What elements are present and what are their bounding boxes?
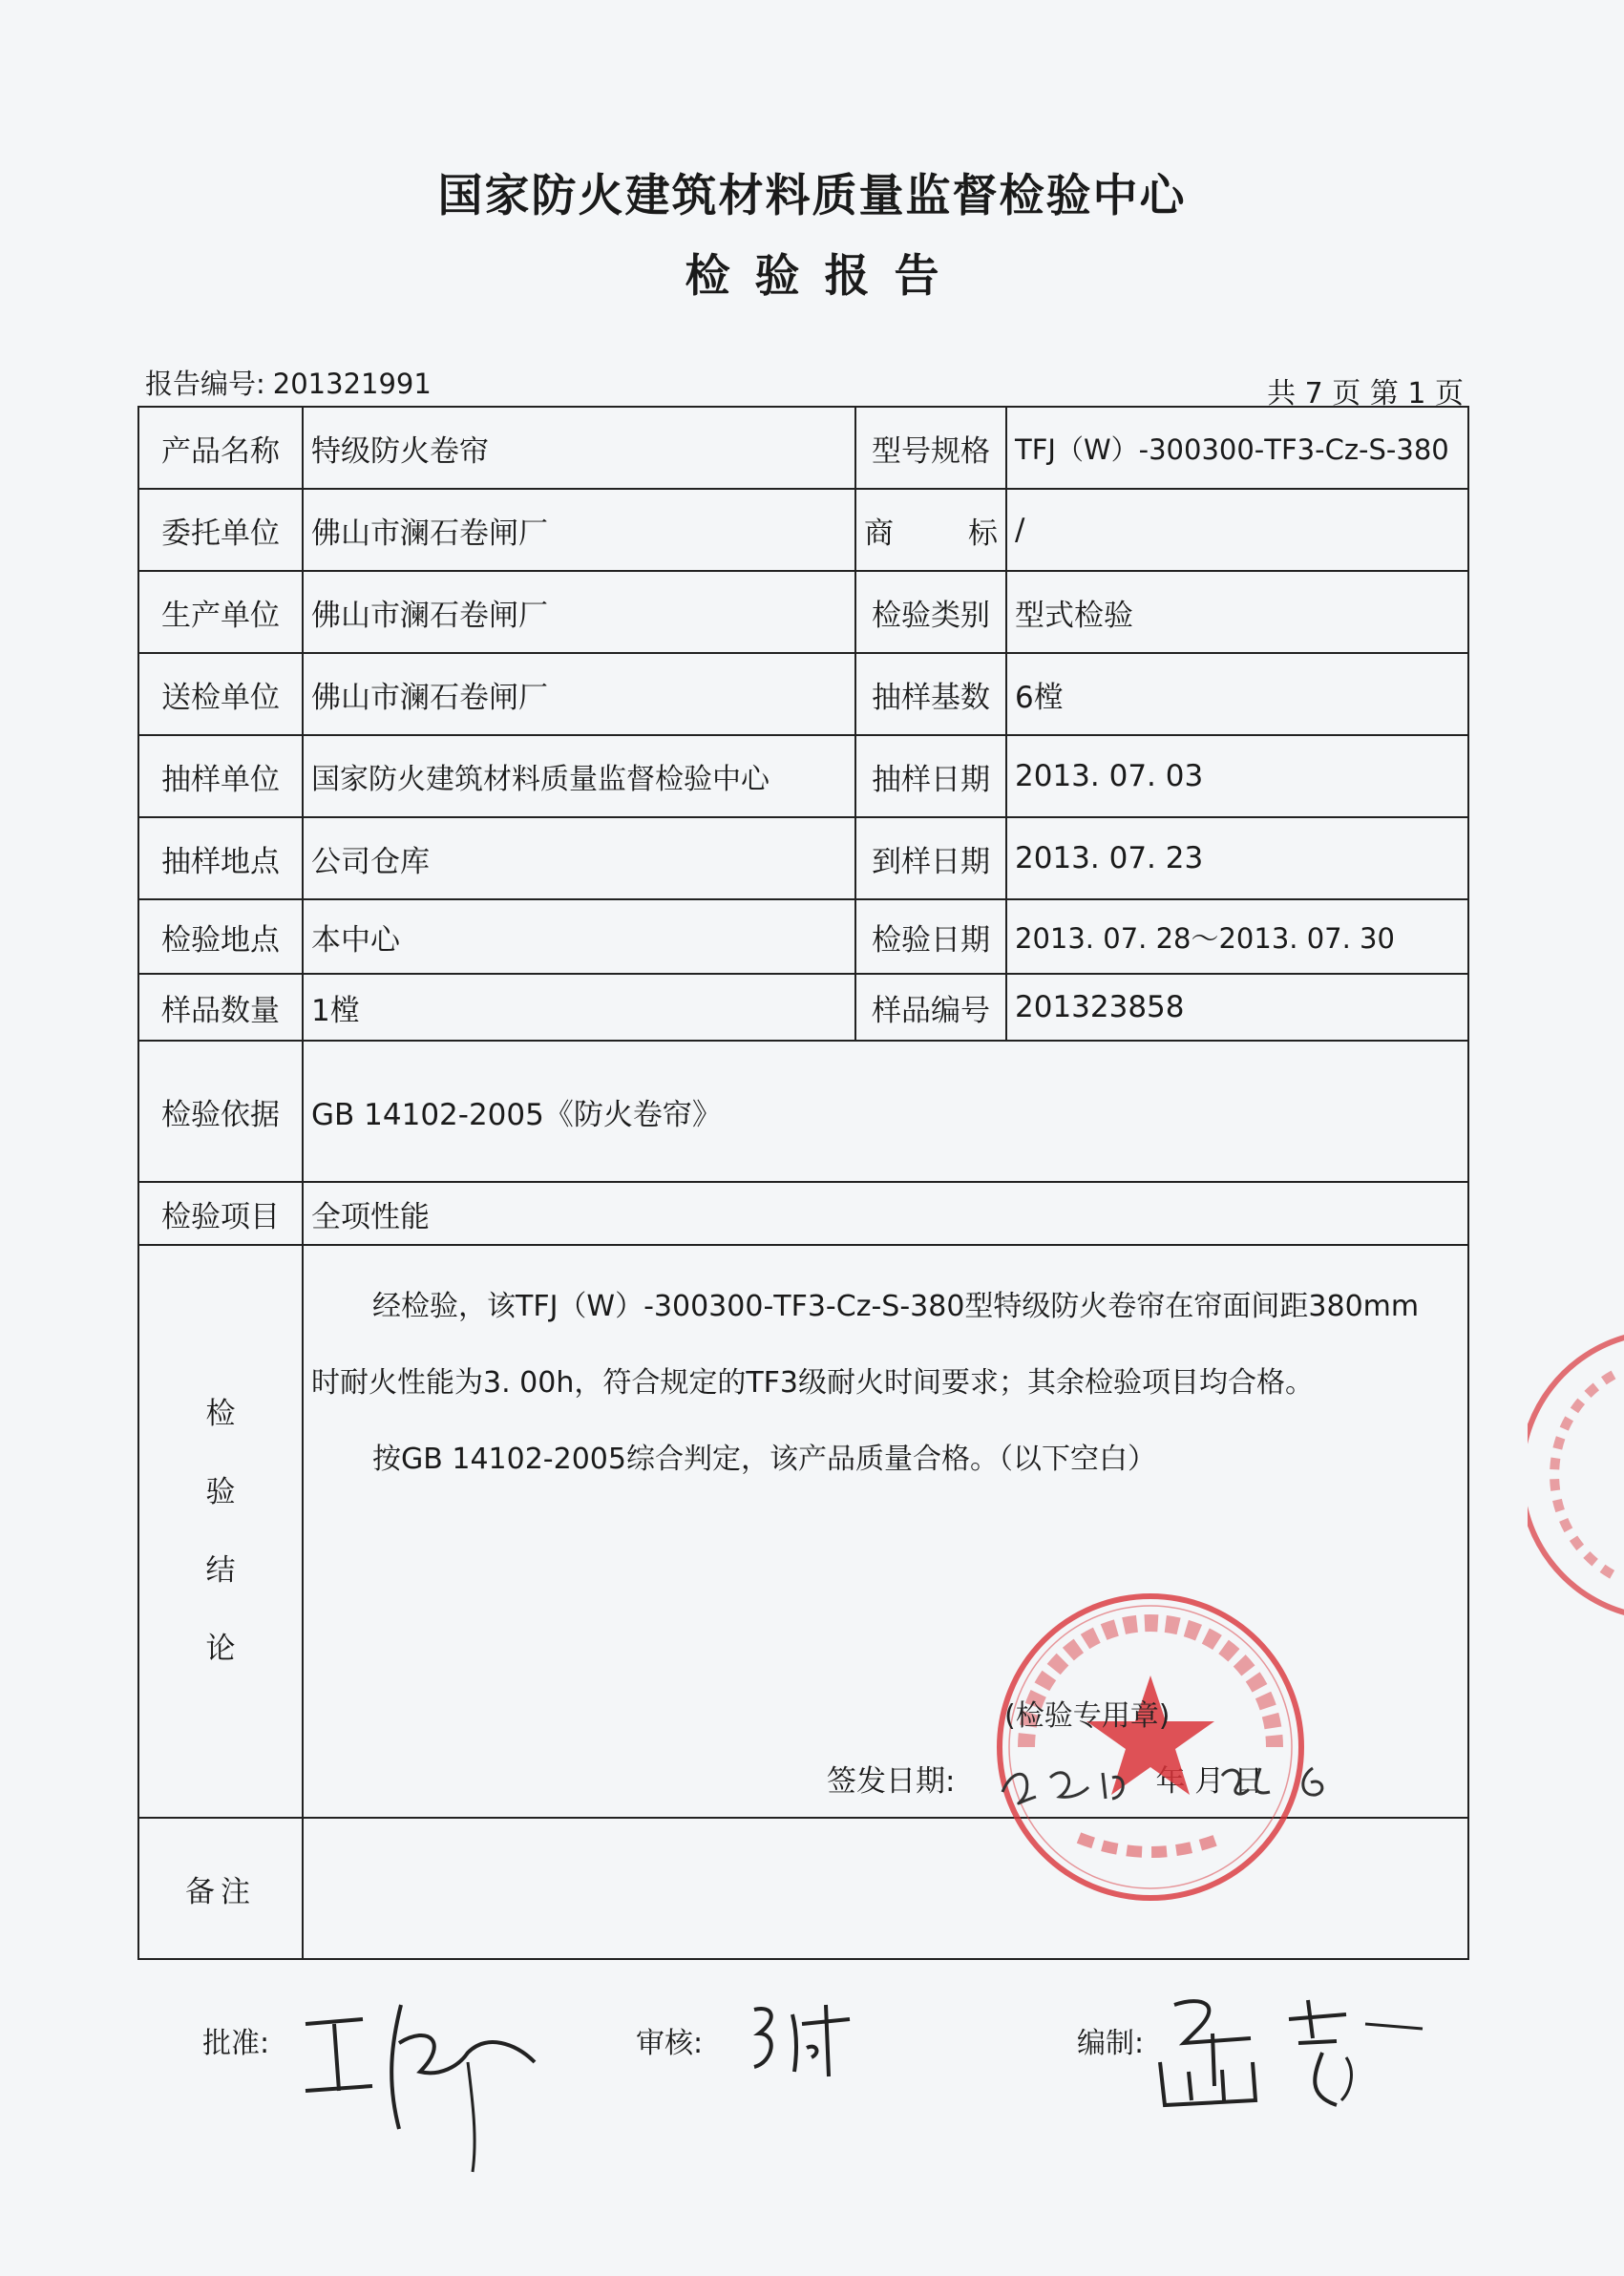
label-inspection-location: 检验地点: [138, 899, 303, 974]
conclusion-paragraph-1a: 经检验，该TFJ（W）-300300-TF3-Cz-S-380型特级防火卷帘在帘面间距380mm: [372, 1290, 1420, 1323]
table-row: [138, 571, 1468, 653]
value-model-spec: TFJ（W）-300300-TF3-Cz-S-380: [1006, 407, 1468, 489]
value-basis: GB 14102-2005《防火卷帘》: [303, 1041, 1468, 1182]
table-row: [138, 653, 1468, 735]
label-inspection-date: 检验日期: [855, 899, 1006, 974]
label-sampling-unit: 抽样单位: [138, 735, 303, 817]
compile-label: 编制:: [1077, 2027, 1145, 2060]
label-items: 检验项目: [138, 1182, 303, 1245]
label-model-spec: 型号规格: [855, 407, 1006, 489]
seal-label: (检验专用章): [1004, 1699, 1171, 1733]
label-trademark: 商标: [855, 489, 1006, 571]
remarks-label: 备注: [138, 1818, 303, 1959]
value-inspection-date: 2013. 07. 28～2013. 07. 30: [1006, 899, 1468, 974]
label-sampling-date: 抽样日期: [855, 735, 1006, 817]
value-items: 全项性能: [303, 1182, 1468, 1245]
table-row: [138, 899, 1468, 974]
value-inspection-type: 型式检验: [1006, 571, 1468, 653]
label-product-name: 产品名称: [138, 407, 303, 489]
report-number: [145, 363, 432, 402]
table-row: [138, 1182, 1468, 1245]
value-trademark: /: [1006, 489, 1468, 571]
label-sample-quantity: 样品数量: [138, 974, 303, 1041]
table-row: [138, 407, 1468, 489]
review-label: 审核:: [636, 2027, 704, 2060]
label-sampling-location: 抽样地点: [138, 817, 303, 899]
table-row: [138, 974, 1468, 1041]
report-number-value: 201321991: [272, 368, 432, 400]
edge-seal-icon: [1528, 1317, 1624, 1633]
value-sample-quantity: 1樘: [303, 974, 855, 1041]
page-info: 共 7 页 第 1 页: [1267, 377, 1464, 411]
label-arrival-date: 到样日期: [855, 817, 1006, 899]
value-sampling-unit: 国家防火建筑材料质量监督检验中心: [303, 735, 855, 817]
label-manufacturer: 生产单位: [138, 571, 303, 653]
value-sample-number: 201323858: [1006, 974, 1468, 1041]
conclusion-paragraph-2: 按GB 14102-2005综合判定，该产品质量合格。（以下空白）: [372, 1443, 1156, 1476]
value-product-name: 特级防火卷帘: [303, 407, 855, 489]
label-sample-base: 抽样基数: [855, 653, 1006, 735]
handwritten-date-icon: [993, 1739, 1394, 1816]
label-basis: 检验依据: [138, 1041, 303, 1182]
review-signature-icon: [745, 1995, 869, 2081]
table-row: [138, 1041, 1468, 1182]
table-row: [138, 489, 1468, 571]
value-client: 佛山市澜石卷闸厂: [303, 489, 855, 571]
value-arrival-date: 2013. 07. 23: [1006, 817, 1468, 899]
org-title: 国家防火建筑材料质量监督检验中心: [437, 170, 1187, 222]
label-sample-number: 样品编号: [855, 974, 1006, 1041]
table-row: [138, 817, 1468, 899]
approve-label: 批准:: [202, 2027, 270, 2060]
document-title: 检验报告: [685, 250, 964, 303]
conclusion-label: 检 验 结 论: [138, 1245, 303, 1818]
table-row: [138, 735, 1468, 817]
value-manufacturer: 佛山市澜石卷闸厂: [303, 571, 855, 653]
report-number-label: 报告编号:: [145, 368, 265, 400]
issue-date-label: 签发日期:: [827, 1764, 956, 1799]
value-sampling-date: 2013. 07. 03: [1006, 735, 1468, 817]
compile-signature-icon: [1146, 1986, 1432, 2119]
label-submitter: 送检单位: [138, 653, 303, 735]
value-inspection-location: 本中心: [303, 899, 855, 974]
value-submitter: 佛山市澜石卷闸厂: [303, 653, 855, 735]
conclusion-paragraph-1b: 时耐火性能为3. 00h，符合规定的TF3级耐火时间要求；其余检验项目均合格。: [311, 1366, 1315, 1400]
approve-signature-icon: [296, 1986, 544, 2177]
value-sample-base: 6樘: [1006, 653, 1468, 735]
value-sampling-location: 公司仓库: [303, 817, 855, 899]
label-client: 委托单位: [138, 489, 303, 571]
issue-date-value: 年 月 日: [1155, 1764, 1264, 1799]
label-inspection-type: 检验类别: [855, 571, 1006, 653]
